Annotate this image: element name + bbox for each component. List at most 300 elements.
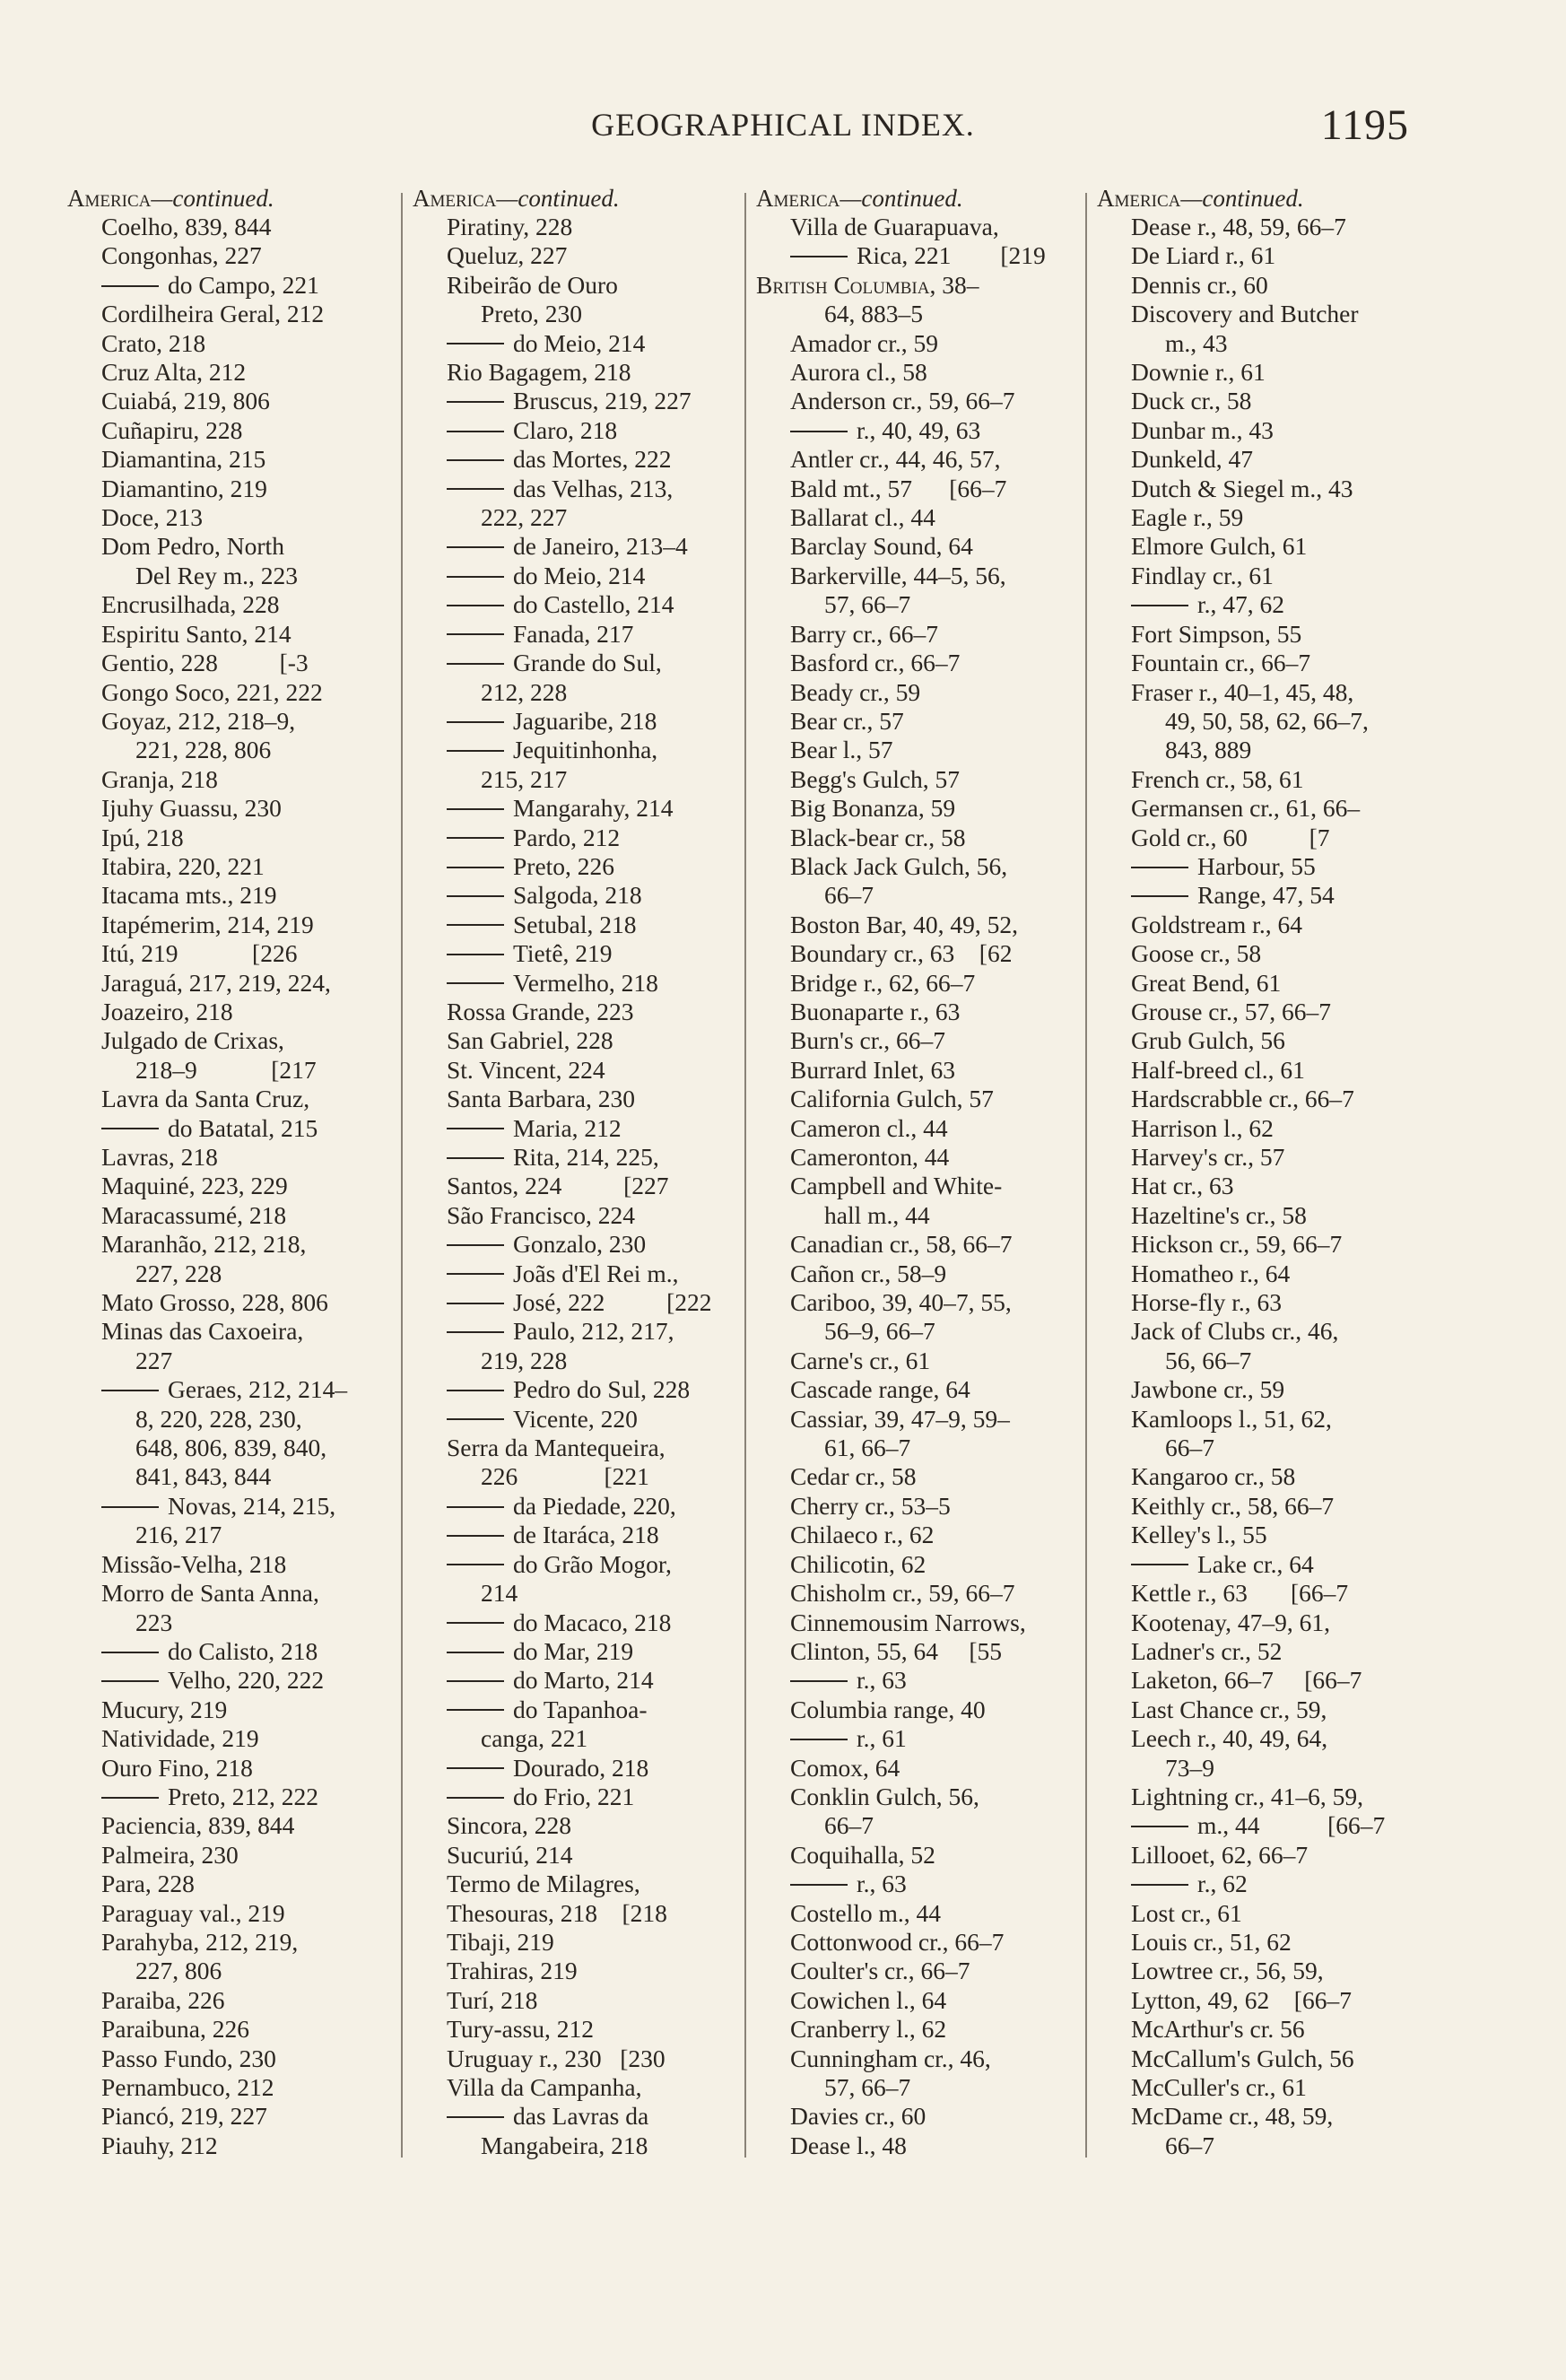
entry-text: 212, 228: [481, 677, 568, 706]
index-entry: [67, 620, 390, 649]
index-entry: [1097, 532, 1420, 561]
ditto-dash: [447, 954, 504, 955]
index-entry: [413, 1608, 735, 1637]
ditto-dash: [447, 663, 504, 665]
entry-text: 226 [221: [481, 1462, 649, 1491]
ditto-dash: [447, 895, 504, 897]
index-entry: [756, 1492, 1079, 1521]
index-entry: [1097, 794, 1420, 823]
index-entry: [413, 1230, 735, 1259]
entry-text: Burn's cr., 66–7: [790, 1026, 946, 1055]
entry-text: 49, 50, 58, 62, 66–7,: [1165, 706, 1369, 735]
entry-text: Costello m., 44: [790, 1898, 942, 1927]
index-entry: [756, 969, 1079, 998]
ditto-dash: [447, 2116, 504, 2118]
entry-text: Barclay Sound, 64: [790, 532, 973, 561]
entry-text: Cassiar, 39, 47–9, 59–: [790, 1404, 1010, 1433]
index-entry: [756, 824, 1079, 852]
index-entry: [67, 1521, 390, 1549]
ditto-dash: [1131, 867, 1188, 868]
index-entry: [67, 329, 390, 358]
ditto-dash: [447, 633, 504, 635]
entry-text: Bear cr., 57: [790, 706, 904, 735]
index-entry: [1097, 1462, 1420, 1491]
index-entry: [67, 824, 390, 852]
entry-text: Homatheo r., 64: [1131, 1259, 1291, 1287]
index-entry: [1097, 969, 1420, 998]
index-entry: [413, 1899, 735, 1928]
index-entry: [1097, 1637, 1420, 1666]
index-entry: [756, 2015, 1079, 2044]
index-entry: [1097, 1405, 1420, 1434]
index-entry: [413, 852, 735, 881]
index-entry: [67, 387, 390, 415]
index-entry: [413, 358, 735, 387]
entry-text: Hardscrabble cr., 66–7: [1131, 1085, 1354, 1113]
index-entry: [413, 1928, 735, 1957]
entry-text: Lavra da Santa Cruz,: [101, 1085, 310, 1113]
index-entry: [756, 1957, 1079, 1985]
index-entry: [756, 1114, 1079, 1143]
entry-text: Paraiba, 226: [101, 1985, 225, 2014]
entry-text: Boundary cr., 63 [62: [790, 939, 1013, 968]
entry-text: Paraguay val., 219: [101, 1898, 285, 1927]
index-entry: [756, 445, 1079, 474]
index-entry: [67, 1783, 390, 1811]
index-entry: [756, 707, 1079, 736]
entry-text: Claro, 218: [513, 415, 618, 444]
entry-text: Dease r., 48, 59, 66–7: [1131, 213, 1346, 240]
ditto-dash: [790, 1884, 848, 1886]
index-entry: [756, 1462, 1079, 1491]
entry-text: Cranberry l., 62: [790, 2015, 947, 2044]
entry-text: 841, 843, 844: [135, 1462, 272, 1491]
index-entry: [1097, 1143, 1420, 1172]
index-entry: [1097, 1811, 1420, 1840]
index-entry: [413, 300, 735, 328]
index-entry: [756, 1811, 1079, 1840]
index-entry: [67, 969, 390, 998]
entry-text: San Gabriel, 228: [447, 1026, 613, 1055]
entry-text: Lowtree cr., 56, 59,: [1131, 1957, 1324, 1985]
entry-text: Setubal, 218: [513, 910, 637, 938]
entry-text: Boston Bar, 40, 49, 52,: [790, 910, 1019, 938]
entry-text: 214: [481, 1579, 518, 1608]
entry-text: Tury-assu, 212: [447, 2015, 595, 2044]
ditto-dash: [447, 1506, 504, 1508]
entry-text: Carne's cr., 61: [790, 1346, 931, 1374]
index-entry: [67, 1608, 390, 1637]
entry-text: do Calisto, 218: [168, 1636, 318, 1665]
entry-text: 73–9: [1165, 1753, 1214, 1782]
entry-text: Maria, 212: [513, 1113, 622, 1142]
index-entry: [1097, 1986, 1420, 2015]
entry-text: Dease l., 48: [790, 2131, 907, 2159]
index-entry: [756, 1724, 1079, 1753]
entry-text: De Liard r., 61: [1131, 241, 1276, 270]
entry-text: Antler cr., 44, 46, 57,: [790, 445, 1001, 474]
index-entry: [67, 1347, 390, 1375]
entry-text: canga, 221: [481, 1724, 588, 1753]
ditto-dash: [447, 1622, 504, 1624]
entry-text: Downie r., 61: [1131, 358, 1266, 387]
index-entry: [1097, 1026, 1420, 1055]
index-entry: [1097, 562, 1420, 590]
entry-text: Uruguay r., 230 [230: [447, 2044, 666, 2072]
index-entry: [756, 1201, 1079, 1230]
index-entry: [756, 794, 1079, 823]
column-heading-suffix: —continued.: [1180, 185, 1304, 212]
entry-text: Cañon cr., 58–9: [790, 1259, 947, 1287]
entry-text: do Campo, 221: [168, 270, 319, 299]
index-entry: [756, 358, 1079, 387]
entry-text: Half-breed cl., 61: [1131, 1055, 1305, 1084]
entry-text: Duck cr., 58: [1131, 387, 1252, 415]
index-entry: [1097, 1841, 1420, 1870]
entry-text: Goyaz, 212, 218–9,: [101, 706, 296, 735]
index-entry: [1097, 2102, 1420, 2131]
entry-text: Missão-Velha, 218: [101, 1549, 287, 1578]
entry-text: Conklin Gulch, 56,: [790, 1782, 979, 1810]
entry-text: Goose cr., 58: [1131, 939, 1262, 968]
entry-text: Maquiné, 223, 229: [101, 1172, 288, 1200]
index-entry: [413, 1260, 735, 1288]
index-entry: [413, 678, 735, 707]
index-entry: [67, 1579, 390, 1608]
page-number: 1195: [1320, 101, 1409, 149]
index-entry: [413, 1026, 735, 1055]
index-entry: [67, 1085, 390, 1113]
index-entry: [413, 1056, 735, 1085]
index-entry: [67, 503, 390, 532]
entry-text: Vermelho, 218: [513, 968, 658, 997]
index-entry: [756, 1347, 1079, 1375]
column-rule: [401, 193, 403, 2158]
entry-text: Cuñapiru, 228: [101, 415, 243, 444]
entry-text: Maranhão, 212, 218,: [101, 1230, 307, 1259]
entry-text: Hickson cr., 59, 66–7: [1131, 1230, 1343, 1259]
entry-text: Comox, 64: [790, 1753, 900, 1782]
entry-text: Bridge r., 62, 66–7: [790, 968, 976, 997]
index-entry: [67, 1056, 390, 1085]
entry-text: Novas, 214, 215,: [168, 1491, 336, 1520]
entry-text: Cascade range, 64: [790, 1375, 970, 1404]
ditto-dash: [447, 750, 504, 752]
entry-text: Piancó, 219, 227: [101, 2102, 267, 2131]
index-entry: [756, 1986, 1079, 2015]
ditto-dash: [447, 867, 504, 868]
index-entry: [67, 2044, 390, 2073]
entry-text: Pedro do Sul, 228: [513, 1375, 691, 1404]
entry-text: Parahyba, 212, 219,: [101, 1927, 299, 1956]
entry-text: Last Chance cr., 59,: [1131, 1695, 1327, 1723]
index-entry: [1097, 2015, 1420, 2044]
entry-text: Diamantina, 215: [101, 445, 266, 474]
entry-text: Cordilheira Geral, 212: [101, 300, 325, 328]
index-entry: [413, 1841, 735, 1870]
entry-text: Gentio, 228 [-3: [101, 649, 309, 677]
index-entry: [413, 329, 735, 358]
index-entry: [1097, 1550, 1420, 1579]
index-entry: [1097, 1172, 1420, 1200]
entry-text: 66–7: [824, 881, 874, 910]
index-entry: [1097, 387, 1420, 415]
index-entry: [413, 1143, 735, 1172]
index-entry: [413, 1114, 735, 1143]
index-entry: [1097, 1492, 1420, 1521]
index-entry: [413, 911, 735, 939]
column-heading: [413, 184, 735, 213]
entry-text: do Tapanhoa-: [513, 1695, 648, 1723]
entry-text: McCallum's Gulch, 56: [1131, 2044, 1354, 2072]
entry-text: Dunkeld, 47: [1131, 445, 1253, 474]
index-entry: [67, 1462, 390, 1491]
entry-text: French cr., 58, 61: [1131, 764, 1304, 793]
entry-text: 222, 227: [481, 503, 568, 532]
entry-text: Coelho, 839, 844: [101, 213, 272, 240]
index-entry: [1097, 620, 1420, 649]
entry-text: Chisholm cr., 59, 66–7: [790, 1579, 1015, 1608]
entry-text: Begg's Gulch, 57: [790, 764, 961, 793]
index-column-2: [413, 184, 735, 2265]
entry-text: 57, 66–7: [824, 590, 911, 619]
ditto-dash: [101, 1652, 159, 1653]
entry-text: do Mar, 219: [513, 1636, 634, 1665]
entry-text: Elmore Gulch, 61: [1131, 532, 1308, 561]
entry-text: Aurora cl., 58: [790, 358, 927, 387]
entry-text: Trahiras, 219: [447, 1957, 578, 1985]
index-entry: [413, 562, 735, 590]
index-entry: [413, 1579, 735, 1608]
ditto-dash: [790, 1680, 848, 1682]
index-entry: [413, 736, 735, 764]
entry-text: Dennis cr., 60: [1131, 270, 1268, 299]
entry-text: McCuller's cr., 61: [1131, 2073, 1307, 2101]
entry-text: Harvey's cr., 57: [1131, 1143, 1285, 1171]
ditto-dash: [447, 924, 504, 926]
index-entry: [1097, 2044, 1420, 2073]
entry-text: Kamloops l., 51, 62,: [1131, 1404, 1332, 1433]
entry-text: São Francisco, 224: [447, 1200, 636, 1229]
index-entry: [1097, 1724, 1420, 1753]
index-entry: [67, 2015, 390, 2044]
index-entry: [1097, 1230, 1420, 1259]
entry-text: 64, 883–5: [824, 300, 923, 328]
ditto-dash: [447, 1709, 504, 1711]
entry-text: Sucuriú, 214: [447, 1840, 573, 1869]
index-entry: [756, 590, 1079, 619]
index-entry: [1097, 707, 1420, 736]
entry-text: Paraibuna, 226: [101, 2015, 249, 2044]
entry-text: 221, 228, 806: [135, 736, 272, 764]
entry-text: Cameron cl., 44: [790, 1113, 948, 1142]
ditto-dash: [447, 546, 504, 548]
index-entry: [756, 1405, 1079, 1434]
entry-text: Bear l., 57: [790, 736, 893, 764]
entry-text: Black-bear cr., 58: [790, 823, 966, 851]
index-entry: [67, 1811, 390, 1840]
entry-text: Gongo Soco, 221, 222: [101, 677, 323, 706]
index-entry: [756, 1260, 1079, 1288]
ditto-dash: [790, 1739, 848, 1740]
index-entry: [1097, 1608, 1420, 1637]
entry-text: 61, 66–7: [824, 1434, 911, 1462]
index-entry: [413, 620, 735, 649]
entry-text: Itú, 219 [226: [101, 939, 298, 968]
entry-text: 227, 806: [135, 1957, 222, 1985]
index-entry: [756, 2132, 1079, 2160]
entry-text: Cuiabá, 219, 806: [101, 387, 270, 415]
entry-text: Black Jack Gulch, 56,: [790, 851, 1008, 880]
entry-text: Coulter's cr., 66–7: [790, 1957, 970, 1985]
index-entry: [413, 1724, 735, 1753]
column-heading-name: America: [413, 185, 497, 212]
entry-text: Joazeiro, 218: [101, 997, 233, 1025]
index-entry: [67, 416, 390, 445]
index-entry: [67, 1696, 390, 1724]
ditto-dash: [447, 1331, 504, 1333]
index-entry: [413, 1870, 735, 1898]
entry-text: Kangaroo cr., 58: [1131, 1462, 1296, 1491]
index-entry: [413, 1375, 735, 1404]
index-entry: [67, 1928, 390, 1957]
entry-text: Fountain cr., 66–7: [1131, 649, 1311, 677]
entry-text: Paulo, 212, 217,: [513, 1317, 674, 1346]
index-entry: [67, 939, 390, 968]
entry-text: Grub Gulch, 56: [1131, 1026, 1285, 1055]
entry-text: 216, 217: [135, 1521, 222, 1549]
index-entry: [756, 1899, 1079, 1928]
entry-text: Vicente, 220: [513, 1404, 638, 1433]
entry-text: Preto, 230: [481, 300, 583, 328]
index-entry: [67, 1288, 390, 1317]
index-entry: [413, 590, 735, 619]
ditto-dash: [1131, 1564, 1188, 1565]
entry-text: Harrison l., 62: [1131, 1113, 1274, 1142]
entry-text: Piratiny, 228: [447, 213, 573, 240]
entry-text: das Mortes, 222: [513, 445, 672, 474]
entry-text: Crato, 218: [101, 328, 206, 357]
ditto-dash: [447, 1390, 504, 1391]
index-entry: [1097, 1754, 1420, 1783]
index-entry: [756, 416, 1079, 445]
entry-text: 215, 217: [481, 764, 568, 793]
index-entry: [67, 1026, 390, 1055]
entry-text: r., 47, 62: [1197, 590, 1285, 619]
index-entry: [413, 1201, 735, 1230]
ditto-dash: [447, 1680, 504, 1682]
index-entry: [67, 1260, 390, 1288]
entry-text: Clinton, 55, 64 [55: [790, 1636, 1003, 1665]
entry-text: Mangabeira, 218: [481, 2131, 648, 2159]
entry-text: Pardo, 212: [513, 823, 621, 851]
entry-text: Gonzalo, 230: [513, 1230, 647, 1259]
index-entry: [1097, 852, 1420, 881]
index-entry: [413, 1754, 735, 1783]
index-entry: [413, 1811, 735, 1840]
entry-text: Tibaji, 219: [447, 1927, 554, 1956]
index-entry: [1097, 1521, 1420, 1549]
index-entry: [1097, 416, 1420, 445]
index-entry: [1097, 1696, 1420, 1724]
column-heading-suffix: —continued.: [840, 185, 963, 212]
index-entry: [1097, 1579, 1420, 1608]
index-entry: [413, 532, 735, 561]
column-heading-name: America: [1097, 185, 1181, 212]
entry-text: Salgoda, 218: [513, 881, 642, 910]
entry-text: Rossa Grande, 223: [447, 997, 634, 1025]
index-entry: [413, 416, 735, 445]
ditto-dash: [447, 1797, 504, 1799]
index-entry: [756, 562, 1079, 590]
entry-text: Lytton, 49, 62 [66–7: [1131, 1985, 1352, 2014]
index-entry: [756, 2044, 1079, 2073]
entry-text: Kootenay, 47–9, 61,: [1131, 1608, 1331, 1636]
index-entry: [67, 1230, 390, 1259]
entry-text: das Lavras da: [513, 2102, 649, 2131]
index-entry: [1097, 1201, 1420, 1230]
index-entry: [67, 1637, 390, 1666]
index-entry: [1097, 1260, 1420, 1288]
entry-text: 57, 66–7: [824, 2073, 911, 2101]
ditto-dash: [447, 459, 504, 461]
index-entry: [756, 1026, 1079, 1055]
entry-text: Velho, 220, 222: [168, 1666, 325, 1695]
index-entry: [413, 1550, 735, 1579]
index-entry: [756, 1230, 1079, 1259]
index-entry: [67, 794, 390, 823]
index-entry: [1097, 329, 1420, 358]
index-entry: [1097, 590, 1420, 619]
index-entry: [1097, 1928, 1420, 1957]
entry-text: Goldstream r., 64: [1131, 910, 1302, 938]
ditto-dash: [447, 343, 504, 344]
entry-text: Cedar cr., 58: [790, 1462, 917, 1491]
index-entry: [413, 387, 735, 415]
index-entry: [756, 881, 1079, 910]
index-entry: [413, 998, 735, 1026]
entry-text: do Frio, 221: [513, 1782, 635, 1810]
index-entry: [1097, 475, 1420, 503]
ditto-dash: [1131, 1884, 1188, 1886]
entry-text: Harbour, 55: [1197, 851, 1316, 880]
index-entry: [756, 1434, 1079, 1462]
ditto-dash: [447, 1535, 504, 1537]
entry-text: Turí, 218: [447, 1985, 538, 2014]
index-entry: [413, 2102, 735, 2131]
entry-text: 227: [135, 1346, 173, 1374]
entry-text: Beady cr., 59: [790, 677, 921, 706]
index-entry: [1097, 1870, 1420, 1898]
index-entry: [413, 939, 735, 968]
index-entry: [1097, 1347, 1420, 1375]
index-entry: [67, 1375, 390, 1404]
entry-text: Rica, 221 [219: [857, 241, 1046, 270]
ditto-dash: [101, 1797, 159, 1799]
index-entry: [67, 1870, 390, 1898]
entry-text: St. Vincent, 224: [447, 1055, 605, 1084]
column-heading-name: America: [67, 185, 152, 212]
ditto-dash: [447, 1157, 504, 1159]
index-column-3: [756, 184, 1079, 2265]
entry-text: McDame cr., 48, 59,: [1131, 2102, 1334, 2131]
index-entry: [67, 300, 390, 328]
entry-text: r., 63: [857, 1870, 907, 1898]
entry-text: da Piedade, 220,: [513, 1491, 676, 1520]
entry-text: Cunningham cr., 46,: [790, 2044, 991, 2072]
entry-text: hall m., 44: [824, 1200, 930, 1229]
column-heading: [756, 184, 1079, 213]
